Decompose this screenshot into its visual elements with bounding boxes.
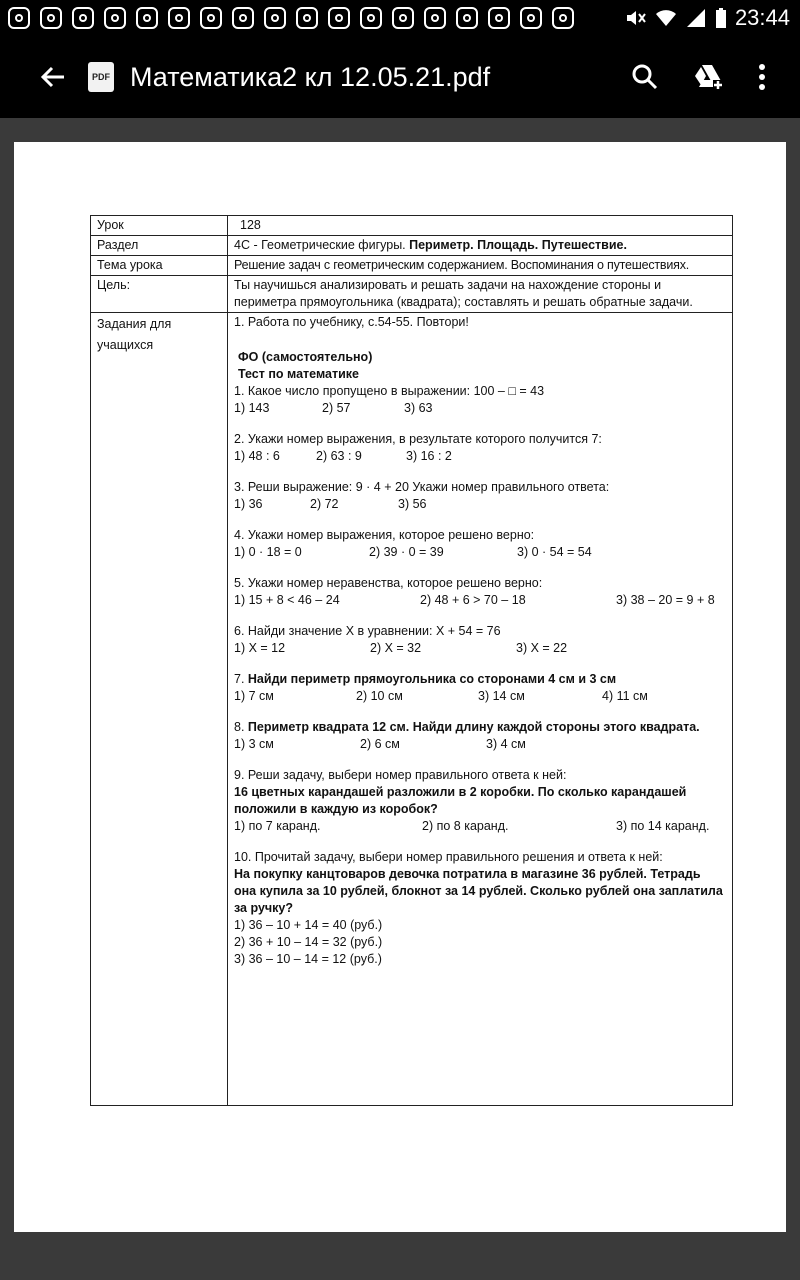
signal-icon xyxy=(685,8,707,28)
answer-option: 1) 3 см xyxy=(234,737,274,751)
more-options-button[interactable] xyxy=(732,36,792,118)
table-row xyxy=(91,216,733,236)
answer-option: 1) по 7 каранд. xyxy=(234,819,321,833)
question-text: 2. Укажи номер выражения, в результате которого получится 7: xyxy=(234,432,602,446)
battery-icon xyxy=(715,7,727,29)
row-label xyxy=(91,313,228,1106)
notification-icon xyxy=(424,7,446,29)
answer-option: 1) 36 xyxy=(234,497,263,511)
back-button[interactable] xyxy=(18,36,88,118)
row-label: Раздел xyxy=(91,236,228,256)
table-row xyxy=(91,256,733,276)
answer-option: 3) по 14 каранд. xyxy=(616,819,710,833)
lesson-number: 128 xyxy=(240,218,261,232)
question-2 xyxy=(234,431,726,465)
answer-options xyxy=(234,736,726,753)
notification-icon xyxy=(232,7,254,29)
row-label: Тема урока xyxy=(91,256,228,276)
back-arrow-icon xyxy=(40,65,66,89)
answer-option: 2) 10 см xyxy=(356,689,403,703)
answer-options xyxy=(234,544,726,561)
answer-option: 2) 63 : 9 xyxy=(316,449,362,463)
intro-text: 1. Работа по учебнику, с.54-55. Повтори! xyxy=(234,315,469,329)
question-3 xyxy=(234,479,726,513)
answer-options xyxy=(234,592,726,609)
search-button[interactable] xyxy=(615,36,675,118)
answer-option: 2) 72 xyxy=(310,497,339,511)
question-text xyxy=(234,671,726,688)
answer-option: 4) 11 см xyxy=(602,689,648,703)
answer-option: 1) 48 : 6 xyxy=(234,449,280,463)
section-prefix: 4С - Геометрические фигуры. xyxy=(234,238,410,252)
notification-icon xyxy=(520,7,542,29)
notification-icons xyxy=(0,7,580,29)
drive-add-icon xyxy=(693,63,723,91)
answer-option: 3) 4 см xyxy=(486,737,526,751)
status-bar xyxy=(0,0,800,36)
notification-icon xyxy=(456,7,478,29)
fo-heading: ФО (самостоятельно) xyxy=(238,350,373,364)
search-icon xyxy=(632,64,658,90)
question-text: 6. Найди значение Х в уравнении: Х + 54 = 76 xyxy=(234,624,501,638)
add-to-drive-button[interactable] xyxy=(678,36,738,118)
answer-option: 3) 63 xyxy=(404,401,433,415)
answer-option: 3) 14 см xyxy=(478,689,525,703)
answer-option: 1) 15 + 8 < 46 – 24 xyxy=(234,593,340,607)
answer-option: 2) по 8 каранд. xyxy=(422,819,509,833)
question-8 xyxy=(234,719,726,753)
question-7 xyxy=(234,671,726,705)
answer-options xyxy=(234,496,726,513)
pdf-page[interactable] xyxy=(14,142,786,1232)
question-list xyxy=(234,383,726,968)
notification-icon xyxy=(328,7,350,29)
notification-icon xyxy=(8,7,30,29)
question-text: 10. Прочитай задачу, выбери номер правильного решения и ответа к ней: xyxy=(234,850,663,864)
table-row xyxy=(91,236,733,256)
status-right xyxy=(625,0,790,36)
answer-options xyxy=(234,448,726,465)
question-text: 3. Реши выражение: 9 · 4 + 20 Укажи номер правильного ответа: xyxy=(234,480,610,494)
notification-icon xyxy=(392,7,414,29)
answer-option: 2) Х = 32 xyxy=(370,641,422,655)
row-value xyxy=(228,216,733,236)
test-title: Тест по математике xyxy=(238,367,359,381)
answer-option: 3) 38 – 20 = 9 + 8 xyxy=(616,593,715,607)
question-bold-text: Найди периметр прямоугольника со сторонами 4 см и 3 см xyxy=(247,672,617,686)
answer-options xyxy=(234,818,726,835)
notification-icon xyxy=(200,7,222,29)
question-number: 7. xyxy=(234,672,248,686)
question-text: 9. Реши задачу, выбери номер правильного ответа к ней: xyxy=(234,768,567,782)
question-text: 1. Какое число пропущено в выражении: 100 – □ = 43 xyxy=(234,384,545,398)
table-row xyxy=(91,313,733,1106)
answer-option: 3) Х = 22 xyxy=(516,641,568,655)
pdf-file-icon xyxy=(88,62,114,92)
row-value xyxy=(228,236,733,256)
answer-option: 2) 48 + 6 > 70 – 18 xyxy=(420,593,526,607)
problem-statement: На покупку канцтоваров девочка потратила в магазине 36 рублей. Тетрадь она купила за 10 рублей, блокнот за 14 рублей. Сколько рублей она заплатила за ручку? xyxy=(234,867,723,915)
clock: 23:44 xyxy=(734,5,790,30)
answer-options xyxy=(234,640,726,657)
pdf-badge-label: PDF xyxy=(92,72,110,82)
question-1 xyxy=(234,383,726,417)
question-text xyxy=(234,719,726,736)
question-10 xyxy=(234,849,726,968)
question-9 xyxy=(234,767,726,835)
question-number: 8. xyxy=(234,720,248,734)
answer-options xyxy=(234,400,726,417)
answer-option: 2) 39 · 0 = 39 xyxy=(369,545,444,559)
notification-icon xyxy=(264,7,286,29)
table-row xyxy=(91,276,733,313)
answer-option: 2) 36 + 10 – 14 = 32 (руб.) xyxy=(234,935,383,949)
answer-option: 1) 0 · 18 = 0 xyxy=(234,545,302,559)
row-label: Урок xyxy=(91,216,228,236)
answer-option: 3) 36 – 10 – 14 = 12 (руб.) xyxy=(234,952,382,966)
row-label: Цель: xyxy=(91,276,228,313)
answer-option: 1) 7 см xyxy=(234,689,274,703)
answer-option: 1) 36 – 10 + 14 = 40 (руб.) xyxy=(234,918,383,932)
question-bold-text: Периметр квадрата 12 см. Найди длину каждой стороны этого квадрата. xyxy=(247,720,700,734)
notification-icon xyxy=(104,7,126,29)
notification-icon xyxy=(488,7,510,29)
app-bar xyxy=(0,36,800,118)
row-value: Решение задач с геометрическим содержанием. Воспоминания о путешествиях. xyxy=(228,256,733,276)
answer-option: 3) 0 · 54 = 54 xyxy=(517,545,592,559)
answer-option: 2) 57 xyxy=(322,401,351,415)
answer-option: 2) 6 см xyxy=(360,737,400,751)
notification-icon xyxy=(40,7,62,29)
answer-options xyxy=(234,917,726,968)
problem-statement: 16 цветных карандашей разложили в 2 коробки. По сколько карандашей положили в каждую из коробок? xyxy=(234,785,687,816)
question-6 xyxy=(234,623,726,657)
question-text: 5. Укажи номер неравенства, которое решено верно: xyxy=(234,576,543,590)
question-text: 4. Укажи номер выражения, которое решено верно: xyxy=(234,528,535,542)
answer-options xyxy=(234,688,726,705)
answer-option: 3) 16 : 2 xyxy=(406,449,452,463)
notification-icon xyxy=(552,7,574,29)
answer-option: 3) 56 xyxy=(398,497,427,511)
answer-option: 1) 143 xyxy=(234,401,270,415)
wifi-icon xyxy=(655,8,677,28)
tasks-label: Задания для учащихся xyxy=(97,317,172,352)
notification-icon xyxy=(72,7,94,29)
lesson-table xyxy=(90,215,733,1106)
notification-icon xyxy=(168,7,190,29)
mute-icon xyxy=(625,8,647,28)
document-title: Математика2 кл 12.05.21.pdf xyxy=(130,61,491,92)
notification-icon xyxy=(360,7,382,29)
more-vert-icon xyxy=(758,63,766,91)
question-4 xyxy=(234,527,726,561)
row-value: Ты научишься анализировать и решать задачи на нахождение стороны и периметра прямоугольника (квадрата); составлять и решать обратные задачи. xyxy=(228,276,733,313)
answer-option: 1) Х = 12 xyxy=(234,641,286,655)
notification-icon xyxy=(136,7,158,29)
notification-icon xyxy=(296,7,318,29)
question-5 xyxy=(234,575,726,609)
tasks-cell xyxy=(228,313,733,1106)
section-topic: Периметр. Площадь. Путешествие. xyxy=(409,238,627,252)
